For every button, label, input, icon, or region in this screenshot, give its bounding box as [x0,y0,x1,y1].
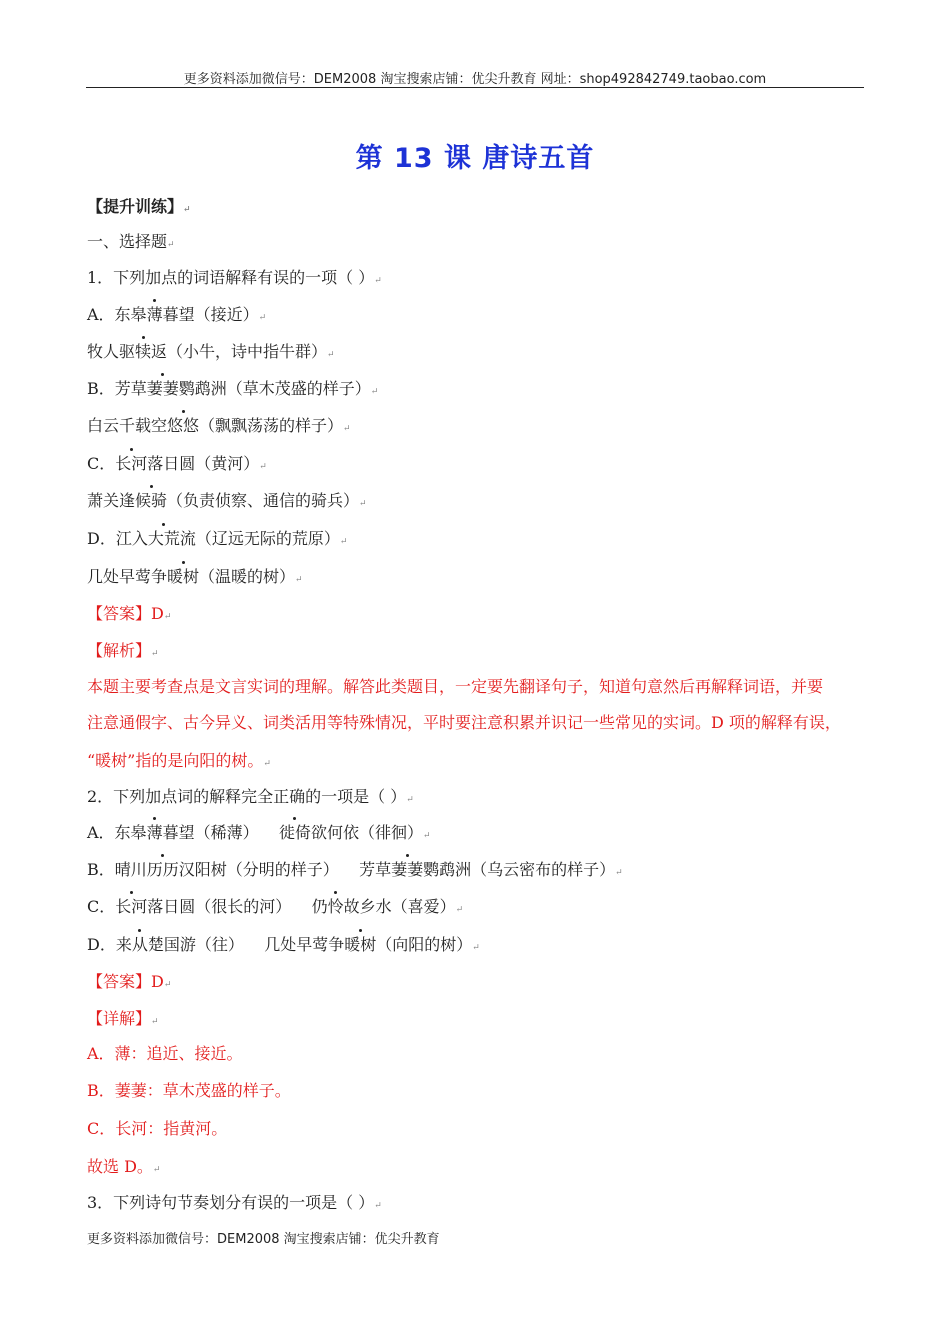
q2-option-c: C．长河落日圆（很长的河） 仍怜故乡水（喜爱）↵ [87,897,464,916]
q2-option-b: B．晴川历历汉阳树（分明的样子） 芳草萋萋鹦鹉洲（乌云密布的样子）↵ [87,860,623,879]
q1-analysis-line-3: “暖树”指的是向阳的树。↵ [87,751,271,770]
header-text: 更多资料添加微信号：DEM2008 淘宝搜索店铺：优尖升教育 网址：shop492842749.taobao.com [183,72,767,87]
q1-analysis-line-2: 注意通假字、古今异义、词类活用等特殊情况，平时要注意积累并识记一些常见的实词。D 项的解释有误， [87,713,841,732]
q2-option-d: D．来从楚国游（往） 几处早莺争暖树（向阳的树）↵ [87,935,480,954]
question-1-stem: 1．下列加点的词语解释有误的一项（ ）↵ [87,268,382,287]
q2-detail-a: A．薄：追近、接近。 [87,1044,243,1063]
section-one-heading: 一、选择题↵ [87,232,175,251]
q1-option-c-line2: 萧关逢候骑（负责侦察、通信的骑兵）↵ [87,491,367,510]
header-divider [86,87,864,88]
q2-answer: 【答案】D↵ [87,972,172,991]
q1-option-c-line1: C．长河落日圆（黄河）↵ [87,454,267,473]
q1-analysis-line-1: 本题主要考查点是文言实词的理解。解答此类题目，一定要先翻译句子，知道句意然后再解释词语，并要 [87,677,824,696]
q2-detail-b: B．萋萋：草木茂盛的样子。 [87,1081,291,1100]
q1-option-a-line2: 牧人驱犊返（小牛，诗中指牛群）↵ [87,342,335,361]
q1-option-a-line1: A．东皋薄暮望（接近）↵ [87,305,267,324]
q1-analysis-label: 【解析】↵ [87,641,159,660]
q2-option-a: A．东皋薄暮望（稀薄） 徙倚欲何依（徘徊）↵ [87,823,431,842]
q2-conclusion: 故选 D。↵ [87,1157,161,1176]
question-3-stem: 3．下列诗句节奏划分有误的一项是（ ）↵ [87,1193,382,1212]
q2-detail-label: 【详解】↵ [87,1009,159,1028]
page-title: 第 13 课 唐诗五首 [355,143,595,174]
q2-detail-c: C．长河：指黄河。 [87,1119,228,1138]
q1-option-b-line1: B．芳草萋萋鹦鹉洲（草木茂盛的样子）↵ [87,379,379,398]
question-2-stem: 2．下列加点词的解释完全正确的一项是（ ）↵ [87,787,414,806]
section-label: 【提升训练】↵ [87,197,191,216]
q1-option-b-line2: 白云千载空悠悠（飘飘荡荡的样子）↵ [87,416,351,435]
q1-option-d-line2: 几处早莺争暖树（温暖的树）↵ [87,567,303,586]
footer-text: 更多资料添加微信号：DEM2008 淘宝搜索店铺：优尖升教育 [87,1232,440,1247]
q1-answer: 【答案】D↵ [87,604,172,623]
q1-option-d-line1: D．江入大荒流（辽远无际的荒原）↵ [87,529,348,548]
